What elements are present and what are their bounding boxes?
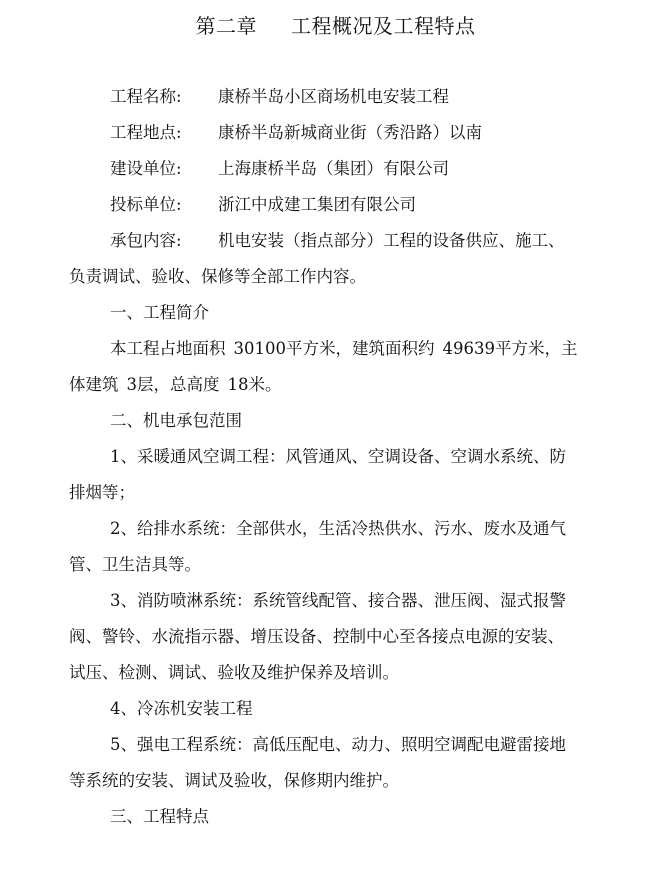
item4-line1: 4、冷冻机安装工程 xyxy=(110,699,253,718)
owner-label: 建设单位: xyxy=(110,159,182,178)
project-site-value: 康桥半岛新城商业街（秀沿路）以南 xyxy=(218,123,482,142)
info-project-site xyxy=(110,123,482,143)
item2-line1: 2、给排水系统：全部供水，生活冷热供水、污水、废水及通气 xyxy=(110,519,566,538)
scope-value-line2: 负责调试、验收、保修等全部工作内容。 xyxy=(69,267,366,286)
scope-label: 承包内容: xyxy=(110,231,182,250)
info-owner xyxy=(110,159,449,179)
info-project-name xyxy=(110,87,449,107)
project-name-label: 工程名称: xyxy=(110,87,182,106)
project-name-value: 康桥半岛小区商场机电安装工程 xyxy=(218,87,449,106)
section1-text-d: 体建筑 xyxy=(69,375,119,394)
item5-line1: 5、强电工程系统：高低压配电、动力、照明空调配电避雷接地 xyxy=(110,735,566,754)
item5-line2: 等系统的安装、调试及验收，保修期内维护。 xyxy=(69,771,399,790)
item2-line2: 管、卫生洁具等。 xyxy=(69,555,201,574)
item3-line3: 试压、检测、调试、验收及维护保养及培训。 xyxy=(69,663,399,682)
item3-line1: 3、消防喷淋系统：系统管线配管、接合器、泄压阀、湿式报警 xyxy=(110,591,566,610)
section1-text-a: 本工程占地面积 xyxy=(110,339,226,358)
chapter-title xyxy=(0,10,671,39)
item3-line2: 阀、警铃、水流指示器、增压设备、控制中心至各接点电源的安装、 xyxy=(69,627,564,646)
item1-line2: 排烟等； xyxy=(69,483,135,502)
item1-line1: 1、采暖通风空调工程：风管通风、空调设备、空调水系统、防 xyxy=(110,447,566,466)
bidder-value: 浙江中成建工集团有限公司 xyxy=(218,195,416,214)
chapter-number: 第二章 xyxy=(195,14,257,38)
info-scope xyxy=(110,231,565,251)
section1-heading: 一、工程简介 xyxy=(110,303,209,322)
project-site-label: 工程地点: xyxy=(110,123,182,142)
section1-text-c: 平方米，主 xyxy=(495,339,578,358)
section1-text-e: 层，总高度 xyxy=(137,375,220,394)
area-building: 49639 xyxy=(442,339,495,358)
owner-value: 上海康桥半岛（集团）有限公司 xyxy=(218,159,449,178)
section1-text-b: 平方米，建筑面积约 xyxy=(286,339,435,358)
section2-heading: 二、机电承包范围 xyxy=(110,411,242,430)
section1-text-line1 xyxy=(110,339,578,359)
floors: 3 xyxy=(126,375,137,394)
section3-heading: 三、工程特点 xyxy=(110,807,209,826)
area-land: 30100 xyxy=(233,339,286,358)
bidder-label: 投标单位: xyxy=(110,195,182,214)
section1-text-f: 米。 xyxy=(248,375,282,394)
height: 18 xyxy=(227,375,249,394)
section1-text-line2 xyxy=(69,375,282,395)
info-bidder xyxy=(110,195,416,215)
scope-value-line1: 机电安装（指点部分）工程的设备供应、施工、 xyxy=(218,231,565,250)
chapter-heading: 工程概况及工程特点 xyxy=(291,14,476,38)
